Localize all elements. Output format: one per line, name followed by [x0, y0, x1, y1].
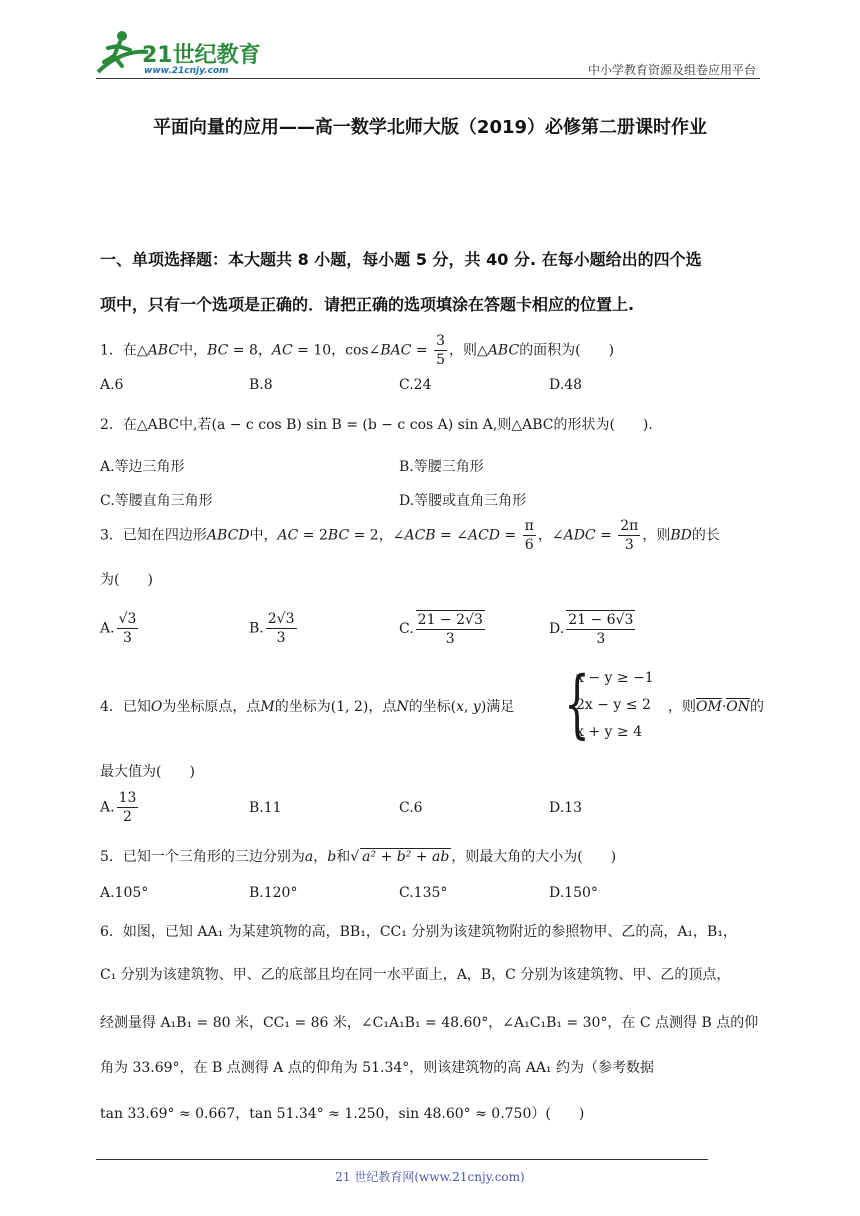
- constraint-3: x + y ≥ 4: [576, 724, 642, 740]
- q1-option-d[interactable]: D.48: [549, 377, 582, 393]
- question-6-line3: 经测量得 A₁B₁ = 80 米，CC₁ = 86 米，∠C₁A₁B₁ = 48.60°，∠A₁C₁B₁ = 30°，在 C 点测得 B 点的仰: [100, 1015, 759, 1031]
- platform-label: 中小学教育资源及组卷应用平台: [587, 63, 756, 77]
- question-6-line4: 角为 33.69°，在 B 点测得 A 点的仰角为 51.34°，则该建筑物的高 AA₁ 约为（参考数据: [100, 1060, 654, 1076]
- q4-option-c[interactable]: C.6: [399, 800, 423, 816]
- header-divider: [96, 78, 760, 79]
- q4-option-d[interactable]: D.13: [549, 800, 582, 816]
- question-1: 1．在△ABC中，BC = 8，AC = 10，cos∠BAC = $\frac{3}{5}$ ，则△ABC的面积为( ): [100, 333, 615, 368]
- q4-option-a[interactable]: A. $\frac{13}{2}$: [100, 790, 137, 825]
- q2-option-b[interactable]: B.等腰三角形: [399, 459, 484, 475]
- system-brace: {: [564, 661, 590, 747]
- footer-text[interactable]: 21 世纪教育网(www.21cnjy.com): [335, 1170, 525, 1184]
- q2-option-d[interactable]: D.等腰或直角三角形: [399, 493, 527, 509]
- q3-option-d[interactable]: D. $\frac{21 - 6√3}{3}$: [549, 612, 634, 647]
- q2-option-c[interactable]: C.等腰直角三角形: [100, 493, 213, 509]
- question-6-line2: C₁ 分别为该建筑物、甲、乙的底部且均在同一水平面上，A，B，C 分别为该建筑物、甲、乙的顶点，: [100, 967, 731, 983]
- question-4-tail: ，则$\overline{OM}\cdot\overline{ON}$的: [668, 699, 764, 715]
- q5-option-a[interactable]: A.105°: [100, 885, 149, 901]
- logo-text: 21世纪教育: [142, 43, 261, 68]
- page-title: 平面向量的应用——高一数学北师大版（2019）必修第二册课时作业: [152, 117, 708, 138]
- q3-option-c[interactable]: C. $\frac{21 - 2√3}{3}$: [399, 612, 483, 647]
- radical: a² + b² + ab: [362, 849, 450, 865]
- q5-option-d[interactable]: D.150°: [549, 885, 598, 901]
- question-6-line1: 6．如图，已知 AA₁ 为某建筑物的高，BB₁，CC₁ 分别为该建筑物附近的参照物甲、乙的高，A₁，B₁，: [100, 924, 737, 940]
- question-2: 2．在△ABC中,若(a − c cos B) sin B = (b − c cos A) sin A,则△ABC的形状为( ).: [100, 417, 653, 433]
- fraction: $\frac{\pi}{6}$: [524, 518, 534, 553]
- q1-option-c[interactable]: C.24: [399, 377, 432, 393]
- question-6-line5: tan 33.69° ≈ 0.667，tan 51.34° ≈ 1.250，sin 48.60° ≈ 0.750）( ): [100, 1106, 585, 1122]
- question-4: 4．已知O为坐标原点，点M的坐标为(1, 2)，点N的坐标(x, y)满足: [100, 699, 515, 715]
- q1-option-b[interactable]: B.8: [249, 377, 273, 393]
- question-4-line2: 最大值为( ): [100, 764, 195, 780]
- question-3-line2: 为( ): [100, 572, 153, 588]
- constraint-2: 2x − y ≤ 2: [576, 697, 651, 713]
- fraction: $\frac{2\pi}{3}$: [620, 518, 639, 553]
- q4-option-b[interactable]: B.11: [249, 800, 282, 816]
- q3-option-a[interactable]: A. $\frac{√3}{3}$: [100, 611, 137, 646]
- q1-option-a[interactable]: A.6: [100, 377, 124, 393]
- fraction: $\frac{3}{5}$: [436, 333, 446, 368]
- footer-divider: [96, 1159, 708, 1160]
- section-heading-line1: 一、单项选择题：本大题共 8 小题，每小题 5 分，共 40 分. 在每小题给出的四个选: [100, 250, 702, 269]
- section-heading-line2: 项中，只有一个选项是正确的．请把正确的选项填涂在答题卡相应的位置上.: [100, 295, 635, 314]
- site-logo: [92, 28, 267, 83]
- logo-url: www.21cnjy.com: [144, 66, 229, 76]
- q3-option-b[interactable]: B. $\frac{2√3}{3}$: [249, 611, 295, 646]
- question-5: 5．已知一个三角形的三边分别为a，b和√ a² + b² + ab ，则最大角的大小为( ): [100, 849, 617, 865]
- constraint-1: x − y ≥ −1: [576, 670, 654, 686]
- q2-option-a[interactable]: A.等边三角形: [100, 459, 185, 475]
- q5-option-b[interactable]: B.120°: [249, 885, 298, 901]
- q5-option-c[interactable]: C.135°: [399, 885, 448, 901]
- question-3: 3．已知在四边形ABCD中，AC = 2BC = 2，∠ACB = ∠ACD = $\frac{\pi}{6}$ ，∠ADC = $\frac{2\pi}{3}$ ，则BD的长: [100, 518, 720, 553]
